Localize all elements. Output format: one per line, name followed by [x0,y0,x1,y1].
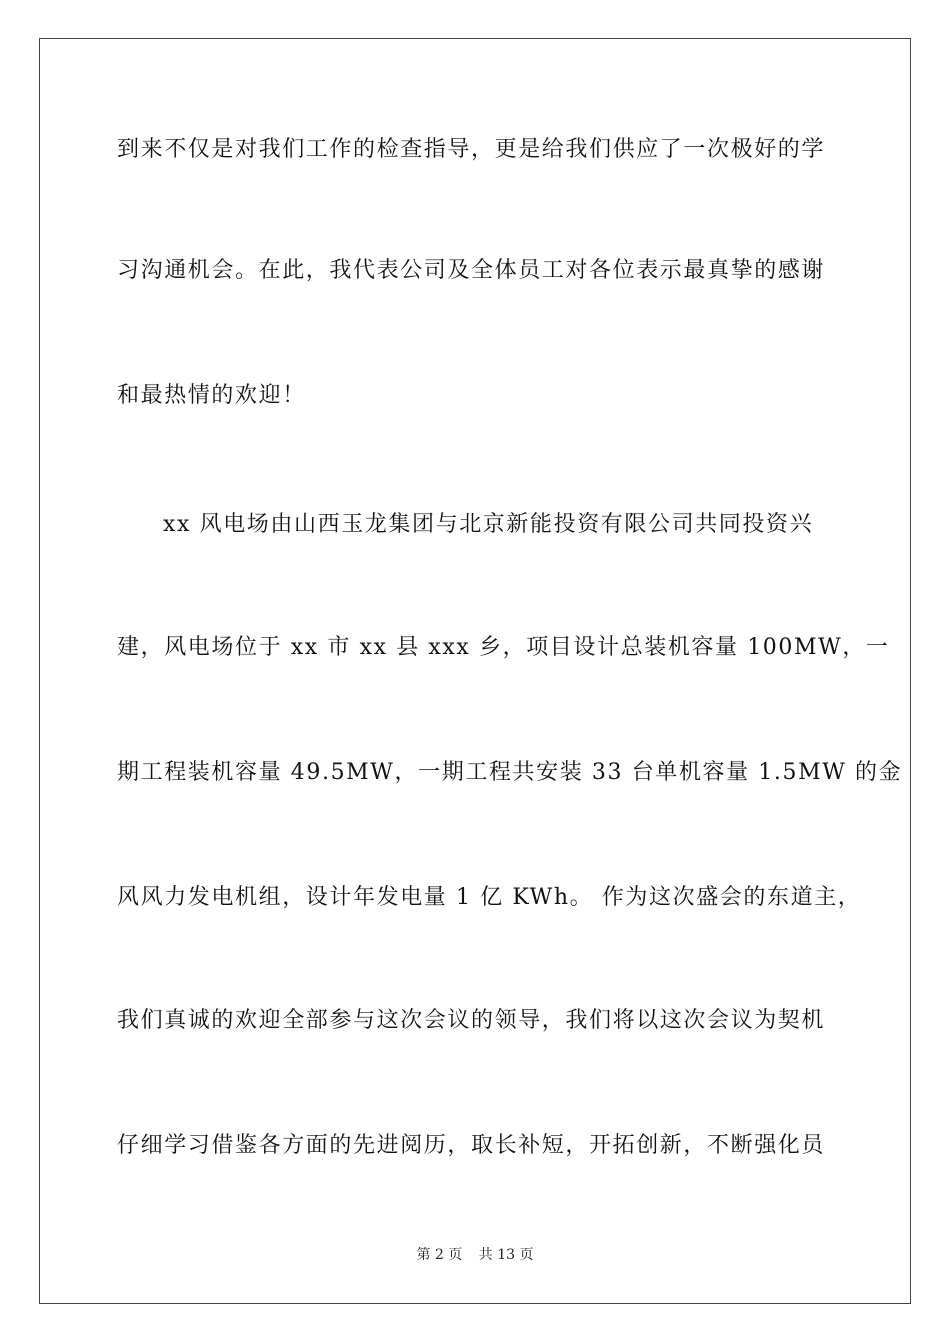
paragraph-line-6: 期工程装机容量 49.5MW，一期工程共安装 33 台单机容量 1.5MW 的金 [117,760,903,785]
paragraph-line-3: 和最热情的欢迎！ [117,383,306,408]
paragraph-line-1: 到来不仅是对我们工作的检查指导，更是给我们供应了一次极好的学 [117,137,826,162]
paragraph-line-5: 建，风电场位于 xx 市 xx 县 xxx 乡，项目设计总装机容量 100MW，一 [117,635,890,660]
paragraph-line-4: xx 风电场由山西玉龙集团与北京新能投资有限公司共同投资兴 [163,512,814,537]
page-number: 第 2 页 [416,1247,463,1263]
page-border [39,38,911,1304]
paragraph-line-8: 我们真诚的欢迎全部参与这次会议的领导，我们将以这次会议为契机 [117,1008,826,1033]
paragraph-line-2: 习沟通机会。在此，我代表公司及全体员工对各位表示最真挚的感谢 [117,258,826,283]
paragraph-line-7: 风风力发电机组，设计年发电量 1 亿 KWh。 作为这次盛会的东道主， [117,885,862,910]
paragraph-line-9: 仔细学习借鉴各方面的先进阅历，取长补短，开拓创新，不断强化员 [117,1133,826,1158]
page-total: 共 13 页 [478,1247,534,1263]
page-footer [0,1246,950,1264]
